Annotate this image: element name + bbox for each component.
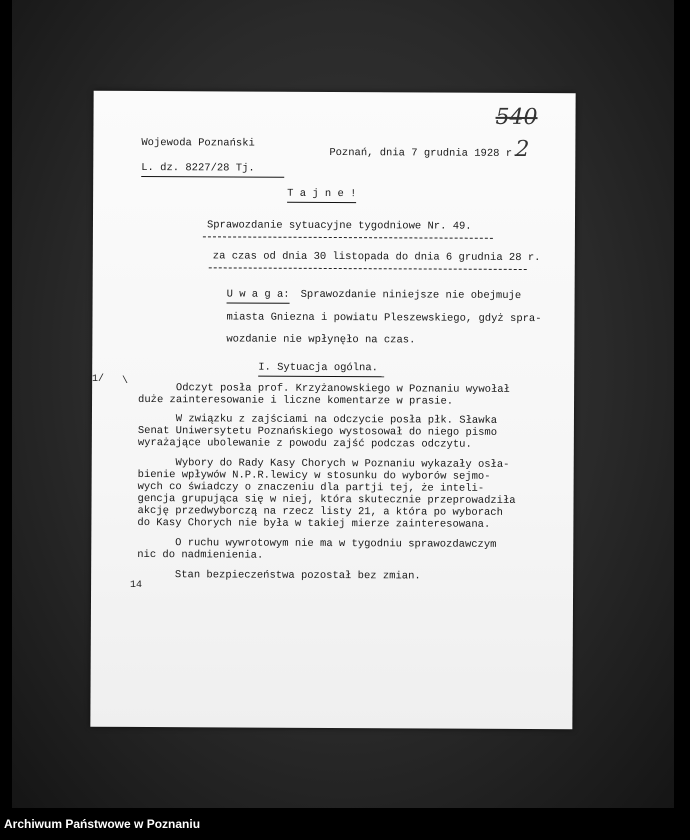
paragraph-line: gencja grupująca się w niej, która skutecznie przeprowadziła — [137, 492, 516, 507]
margin-mark: 14 — [130, 580, 143, 591]
footer-bar — [0, 808, 690, 840]
note-line: Sprawozdanie niniejsze nie obejmuje — [300, 288, 522, 302]
report-title: Sprawozdanie sytuacyjne tygodniowe Nr. 49. — [206, 219, 472, 233]
paragraph-line: wyrażające ubolewanie z powodu zajść podczas odczytu. — [137, 436, 472, 451]
paragraph-line: bienie wpływów N.P.R.lewicy w stosunku do wyborów sejmo- — [137, 468, 491, 483]
classification: T a j n e ! — [287, 188, 356, 203]
paragraph-line: akcję przedwyborczą na rzecz listy 21, a która po wyborach — [137, 504, 503, 519]
paragraph-line: nic do nadmienienia. — [137, 548, 264, 562]
margin-mark: 1/ — [92, 374, 105, 385]
handwritten-number: 540 — [495, 104, 538, 131]
section-heading: I. Sytuacja ogólna. — [258, 362, 384, 378]
sender: Wojewoda Poznański — [141, 136, 255, 150]
paragraph-line: Stan bezpieczeństwa pozostał bez zmian. — [137, 568, 421, 583]
note-line: miasta Gniezna i powiatu Pleszewskiego, gdyż spra- — [226, 311, 542, 326]
paragraph-line: Odczyt posła prof. Krzyżanowskiego w Poznaniu wywołał — [138, 381, 510, 396]
title-divider — [203, 236, 493, 239]
paragraph-line: Wybory do Rady Kasy Chorych w Poznaniu wykazały osła- — [137, 456, 510, 471]
paragraph-line: wych co świadczy o znaczeniu dla partji tej, że inteli- — [137, 480, 485, 495]
note-line: wozdanie nie wpłynęło na czas. — [226, 333, 416, 347]
note-label: U w a g a: — [227, 288, 290, 303]
archive-name: Archiwum Państwowe w Poznaniu — [4, 817, 201, 831]
paragraph-line: W związku z zajściami na odczycie posła płk. Sławka — [137, 412, 498, 427]
reference-number: L. dz. 8227/28 Tj. — [141, 162, 284, 178]
report-period: za czas od dnia 30 listopada do dnia 6 grudnia 28 r. — [212, 250, 541, 265]
period-divider — [209, 267, 527, 270]
margin-mark: \ — [122, 376, 129, 387]
document-page — [90, 91, 575, 730]
paragraph-line: duże zainteresowanie i liczne komentarze w prasie. — [138, 393, 454, 408]
place-date: Poznań, dnia 7 grudnia 1928 r. — [329, 146, 519, 160]
paragraph-line: O ruchu wywrotowym nie ma w tygodniu sprawozdawczym — [137, 536, 497, 551]
paragraph-line: do Kasy Chorych nie była w takiej mierze zainteresowana. — [137, 516, 491, 531]
paragraph-line: Senat Uniwersytetu Poznańskiego wystosował do niego pismo — [137, 424, 498, 439]
handwritten-digit: 2 — [515, 136, 530, 163]
